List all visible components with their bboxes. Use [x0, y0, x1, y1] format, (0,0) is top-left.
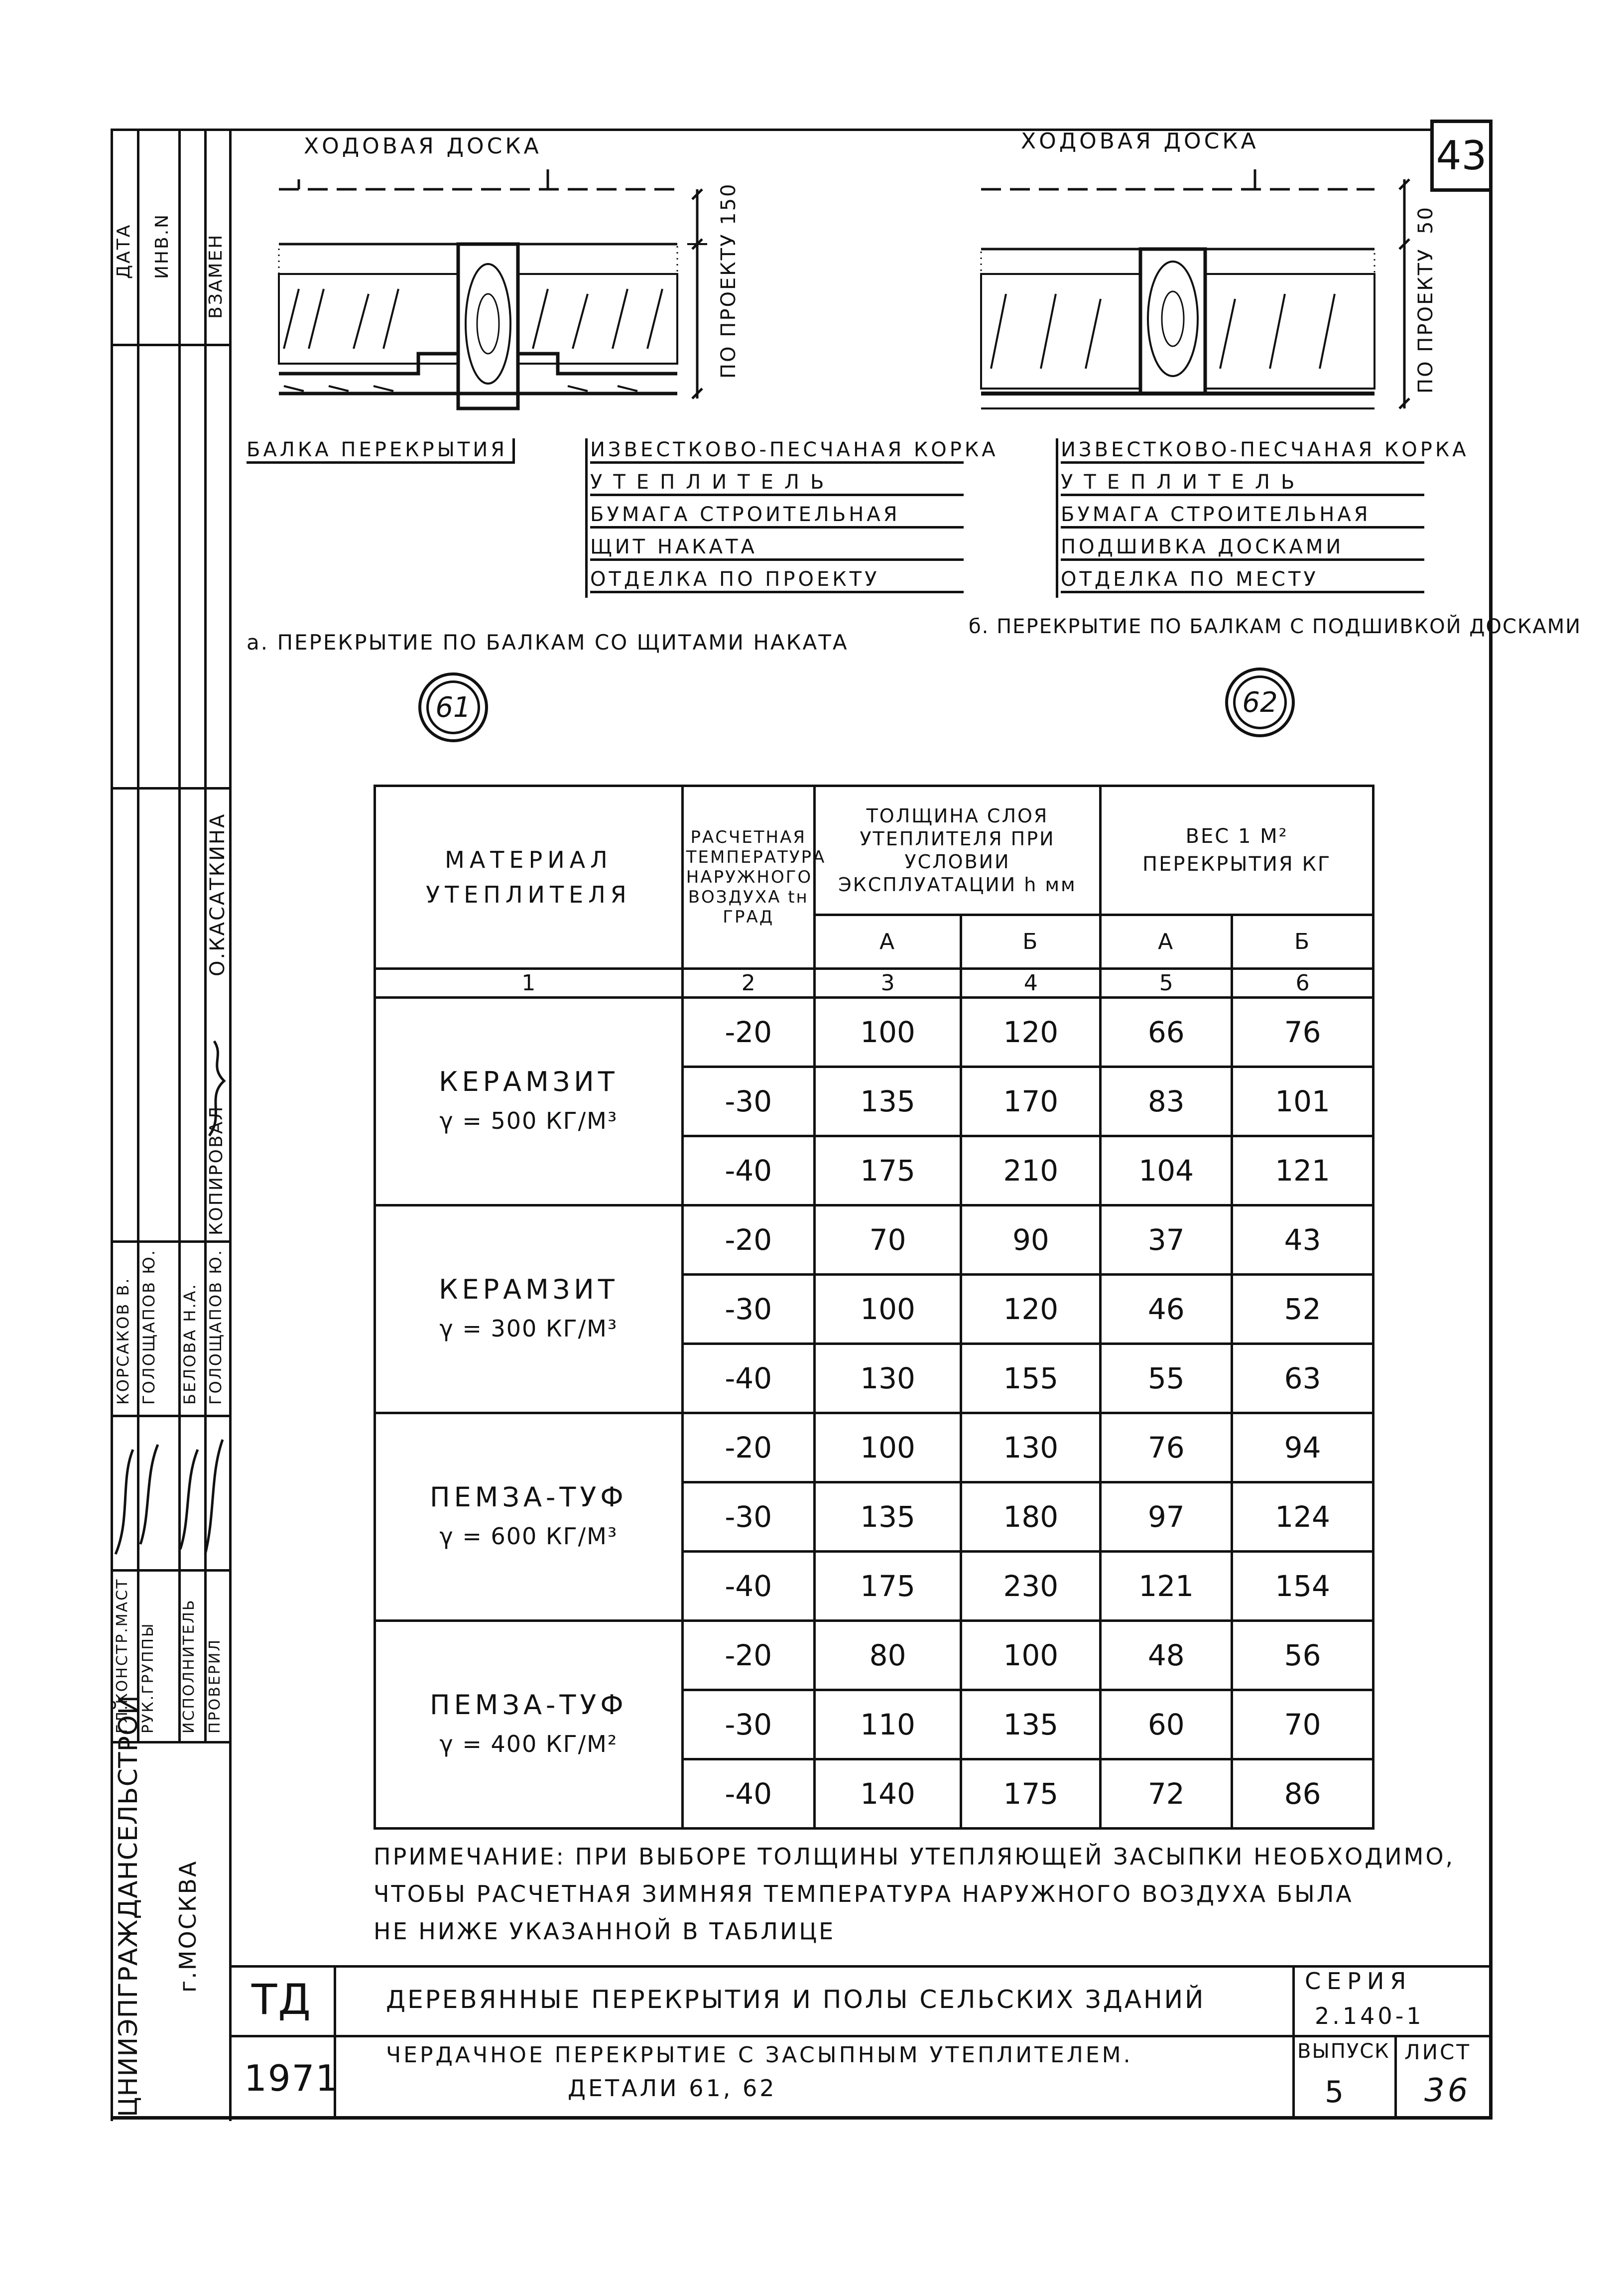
material-name: ПЕМЗА-ТУФ	[430, 1689, 627, 1721]
subheader-weight-b: Б	[1232, 915, 1374, 969]
sheet-label: ЛИСТ	[1404, 2040, 1471, 2064]
detail-a-beam-label: БАЛКА ПЕРЕКРЫТИЯ	[247, 438, 515, 464]
header-thickness: ТОЛЩИНА СЛОЯ УТЕПЛИТЕЛЯ ПРИ УСЛОВИИ ЭКСПЛУАТАЦИИ h мм	[814, 786, 1101, 915]
issue-value: 5	[1325, 2075, 1347, 2110]
table-cell: 130	[814, 1344, 961, 1413]
table-cell: 180	[961, 1482, 1101, 1552]
table-row	[375, 1205, 1374, 1275]
copier-signature	[204, 1036, 230, 1146]
detail-a-drawing	[269, 159, 737, 458]
table-cell: 154	[1232, 1552, 1374, 1621]
column-number: 3	[814, 969, 961, 998]
column-number: 2	[682, 969, 814, 998]
title-code: ТД	[251, 1975, 312, 2024]
title-block-mid	[229, 2035, 1489, 2037]
table-cell: -20	[682, 1621, 814, 1690]
detail-a-layer-1: ИЗВЕСТКОВО-ПЕСЧАНАЯ КОРКА	[590, 438, 964, 464]
table-cell: 135	[961, 1690, 1101, 1759]
detail-a-number: 61	[435, 691, 471, 724]
table-cell: -40	[682, 1136, 814, 1205]
table-cell: 130	[961, 1413, 1101, 1482]
table-cell: 210	[961, 1136, 1101, 1205]
detail-b-layer-2: УТЕПЛИТЕЛЬ	[1061, 471, 1424, 496]
table-cell: 100	[814, 1413, 961, 1482]
subheader-thickness-a: А	[814, 915, 961, 969]
detail-a-layer-3: БУМАГА СТРОИТЕЛЬНАЯ	[590, 503, 964, 529]
stamp-name-1: КОРСАКОВ В.	[114, 1277, 132, 1405]
table-cell: 101	[1232, 1067, 1374, 1136]
stamp-col-inv: ИНВ.N	[152, 213, 172, 279]
table-cell: 37	[1101, 1205, 1232, 1275]
sheet-number: 43	[1436, 133, 1487, 179]
title-block-v2	[1292, 1965, 1295, 2120]
table-cell: 110	[814, 1690, 961, 1759]
column-number-row	[375, 969, 1374, 998]
detail-a-number-circle	[418, 672, 488, 742]
note-line-1: ПРИМЕЧАНИЕ: ПРИ ВЫБОРЕ ТОЛЩИНЫ УТЕПЛЯЮЩЕЙ ЗАСЫПКИ НЕОБХОДИМО,	[374, 1843, 1455, 1870]
material-name: ПЕМЗА-ТУФ	[430, 1481, 627, 1513]
table-cell: 100	[961, 1621, 1101, 1690]
title-main: ДЕРЕВЯННЫЕ ПЕРЕКРЫТИЯ И ПОЛЫ СЕЛЬСКИХ ЗДАНИЙ	[386, 1985, 1206, 2014]
stamp-col-replace: ВЗАМЕН	[206, 233, 226, 319]
table-cell: 120	[961, 998, 1101, 1067]
table-cell: 72	[1101, 1759, 1232, 1829]
stamp-divider-4	[111, 1240, 230, 1243]
detail-b-top-label: ХОДОВАЯ ДОСКА	[1021, 129, 1259, 154]
table-header-row	[375, 786, 1374, 915]
material-cell	[375, 1413, 683, 1621]
material-density: γ = 500 КГ/М³	[439, 1107, 618, 1134]
table-cell: 121	[1232, 1136, 1374, 1205]
material-name: КЕРАМЗИТ	[439, 1066, 619, 1097]
detail-b-layer-1: ИЗВЕСТКОВО-ПЕСЧАНАЯ КОРКА	[1061, 438, 1424, 464]
material-name: КЕРАМЗИТ	[439, 1274, 619, 1305]
table-cell: 175	[961, 1759, 1101, 1829]
stamp-col-date: ДАТА	[114, 223, 134, 279]
table-cell: 135	[814, 1482, 961, 1552]
table-cell: 60	[1101, 1690, 1232, 1759]
table-cell: 48	[1101, 1621, 1232, 1690]
table-cell: -40	[682, 1344, 814, 1413]
stamp-line-1	[111, 129, 113, 2121]
note-line-2: ЧТОБЫ РАСЧЕТНАЯ ЗИМНЯЯ ТЕМПЕРАТУРА НАРУЖНОГО ВОЗДУХА БЫЛА	[374, 1880, 1354, 1907]
detail-b-number: 62	[1242, 686, 1278, 719]
insulation-table	[374, 785, 1374, 1830]
table-cell: -20	[682, 1205, 814, 1275]
detail-b-layer-5: ОТДЕЛКА ПО МЕСТУ	[1061, 568, 1424, 593]
detail-a-side-label: ПО ПРОЕКТУ 150	[717, 182, 740, 379]
title-block-top	[229, 1965, 1489, 1968]
material-cell	[375, 998, 683, 1205]
stamp-name-3: БЕЛОВА Н.А.	[180, 1283, 199, 1405]
stamp-role-head: РУК.ГРУППЫ	[139, 1622, 157, 1734]
sheet-value: 36	[1424, 2072, 1471, 2109]
table-cell: 170	[961, 1067, 1101, 1136]
stamp-divider-3	[111, 1415, 230, 1417]
detail-a-layer-4: ЩИТ НАКАТА	[590, 535, 964, 561]
stamp-copied-label: КОПИРОВАЛ	[206, 1105, 227, 1235]
material-cell	[375, 1205, 683, 1413]
table-cell: 66	[1101, 998, 1232, 1067]
stamp-name-2: ГОЛОЩАПОВ Ю.	[139, 1249, 158, 1405]
table-cell: 70	[814, 1205, 961, 1275]
table-cell: -40	[682, 1759, 814, 1829]
stamp-divider-5	[111, 787, 230, 790]
material-cell	[375, 1621, 683, 1829]
table-cell: -30	[682, 1482, 814, 1552]
table-cell: -20	[682, 998, 814, 1067]
detail-a-layer-2: УТЕПЛИТЕЛЬ	[590, 471, 964, 496]
column-number: 1	[375, 969, 683, 998]
material-density: γ = 300 КГ/М³	[439, 1315, 618, 1342]
stamp-city: г.МОСКВА	[174, 1860, 201, 1993]
table-cell: 230	[961, 1552, 1101, 1621]
table-cell: 124	[1232, 1482, 1374, 1552]
detail-b-layer-3: БУМАГА СТРОИТЕЛЬНАЯ	[1061, 503, 1424, 529]
table-body	[375, 998, 1374, 1829]
table-cell: 46	[1101, 1275, 1232, 1344]
material-density: γ = 600 КГ/М³	[439, 1523, 618, 1550]
table-cell: 70	[1232, 1690, 1374, 1759]
detail-a-layer-5: ОТДЕЛКА ПО ПРОЕКТУ	[590, 568, 964, 593]
stamp-role-checked: ПРОВЕРИЛ	[206, 1638, 224, 1734]
stamp-name-4: ГОЛОЩАПОВ Ю.	[206, 1249, 225, 1405]
table-cell: 155	[961, 1344, 1101, 1413]
table-cell: 52	[1232, 1275, 1374, 1344]
detail-b-layer-4: ПОДШИВКА ДОСКАМИ	[1061, 535, 1424, 561]
table-cell: 175	[814, 1552, 961, 1621]
table-cell: -40	[682, 1552, 814, 1621]
detail-a-top-label: ХОДОВАЯ ДОСКА	[304, 134, 542, 159]
subheader-thickness-b: Б	[961, 915, 1101, 969]
column-number: 5	[1101, 969, 1232, 998]
table-cell: 63	[1232, 1344, 1374, 1413]
series-value: 2.140-1	[1315, 2003, 1424, 2029]
note-line-3: НЕ НИЖЕ УКАЗАННОЙ В ТАБЛИЦЕ	[374, 1918, 836, 1945]
table-cell: -20	[682, 1413, 814, 1482]
detail-b-dim-top: 50	[1414, 206, 1437, 234]
column-number: 4	[961, 969, 1101, 998]
signature-marks	[111, 1420, 230, 1569]
column-number: 6	[1232, 969, 1374, 998]
detail-b-side-label: ПО ПРОЕКТУ	[1414, 248, 1437, 394]
table-row	[375, 1413, 1374, 1482]
detail-b-drawing	[976, 159, 1444, 458]
stamp-role-author: ИСПОЛНИТЕЛЬ	[180, 1599, 198, 1734]
subheader-weight-a: А	[1101, 915, 1232, 969]
table-cell: 83	[1101, 1067, 1232, 1136]
title-block-v3	[1394, 2035, 1397, 2120]
table-cell: 90	[961, 1205, 1101, 1275]
table-cell: 43	[1232, 1205, 1374, 1275]
table-cell: 121	[1101, 1552, 1232, 1621]
table-cell: 140	[814, 1759, 961, 1829]
table-cell: 76	[1101, 1413, 1232, 1482]
table-row	[375, 1621, 1374, 1690]
title-subtitle-1: ЧЕРДАЧНОЕ ПЕРЕКРЫТИЕ С ЗАСЫПНЫМ УТЕПЛИТЕЛЕМ.	[386, 2042, 1133, 2068]
detail-b-caption: б. ПЕРЕКРЫТИЕ ПО БАЛКАМ С ПОДШИВКОЙ ДОСКАМИ	[969, 615, 1582, 638]
table-cell: 56	[1232, 1621, 1374, 1690]
stamp-org: ЦНИИЭПГРАЖДАНСЕЛЬСТРОЙ	[114, 1695, 143, 2117]
table-cell: 55	[1101, 1344, 1232, 1413]
title-year: 1971	[244, 2057, 340, 2099]
stamp-copied-name: О.КАСАТКИНА	[206, 812, 229, 976]
stamp-role-chief: ГЛ.КОНСТР.МАСТ	[114, 1578, 131, 1734]
table-cell: 86	[1232, 1759, 1374, 1829]
table-cell: 120	[961, 1275, 1101, 1344]
stamp-divider-2	[111, 1569, 230, 1572]
header-material: МАТЕРИАЛ УТЕПЛИТЕЛЯ	[375, 786, 683, 969]
issue-label: ВЫПУСК	[1297, 2040, 1390, 2063]
table-cell: 94	[1232, 1413, 1374, 1482]
table-cell: -30	[682, 1690, 814, 1759]
table-cell: 76	[1232, 998, 1374, 1067]
table-cell: 100	[814, 1275, 961, 1344]
table-cell: 80	[814, 1621, 961, 1690]
title-subtitle-2: ДЕТАЛИ 61, 62	[568, 2075, 777, 2102]
detail-b-number-circle	[1225, 668, 1295, 737]
table-cell: 175	[814, 1136, 961, 1205]
table-cell: -30	[682, 1275, 814, 1344]
table-cell: 104	[1101, 1136, 1232, 1205]
material-density: γ = 400 КГ/М²	[439, 1731, 618, 1757]
detail-a-caption: а. ПЕРЕКРЫТИЕ ПО БАЛКАМ СО ЩИТАМИ НАКАТА	[247, 630, 849, 655]
table-cell: 97	[1101, 1482, 1232, 1552]
header-temperature: РАСЧЕТНАЯ ТЕМПЕРАТУРА НАРУЖНОГО ВОЗДУХА tн ГРАД	[682, 786, 814, 969]
table-cell: -30	[682, 1067, 814, 1136]
table-cell: 100	[814, 998, 961, 1067]
stamp-divider-6	[111, 344, 230, 346]
table-row	[375, 998, 1374, 1067]
series-label: СЕРИЯ	[1305, 1968, 1412, 1995]
table-cell: 135	[814, 1067, 961, 1136]
header-weight: ВЕС 1 М² ПЕРЕКРЫТИЯ КГ	[1101, 786, 1374, 915]
